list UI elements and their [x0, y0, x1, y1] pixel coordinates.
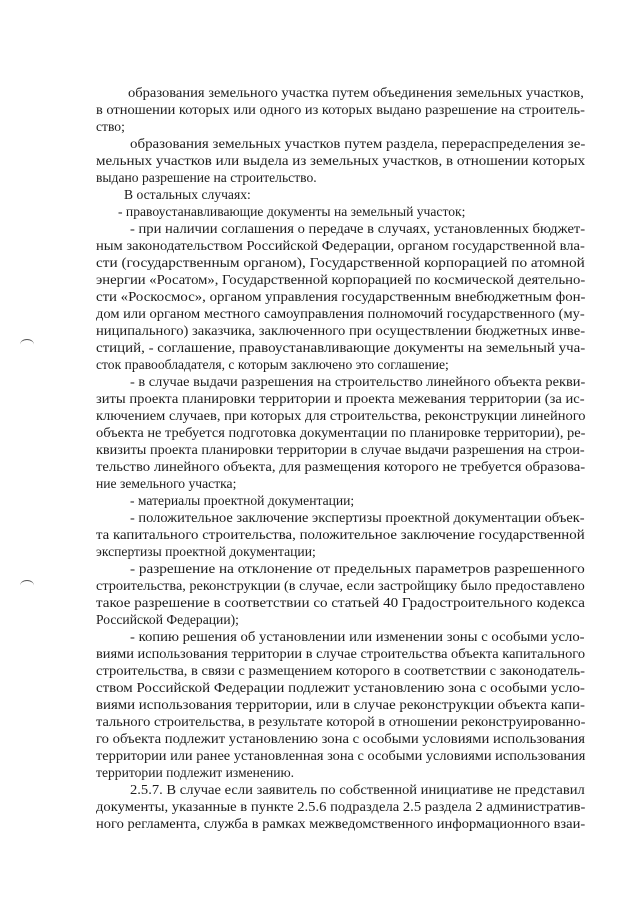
text-line: образования земельных участков путем раздела, перераспределения зе- [130, 136, 586, 151]
text-line: - при наличии соглашения о передаче в случаях, установленных бюджет- [130, 221, 586, 236]
text-line: - в случае выдачи разрешения на строительство линейного объекта рекви- [130, 374, 586, 389]
text-line: энергии «Росатом», Государственной корпорацией по космической деятельно- [96, 272, 586, 287]
text-line: ного регламента, служба в рамках межведомственного информационного взаи- [96, 816, 586, 831]
text-line: ным законодательством Российской Федерации, органом государственной вла- [96, 238, 585, 253]
text-line: в отношении которых или одного из которых выдано разрешение на строитель- [96, 102, 585, 117]
text-line: дом или органом местного самоуправления полномочий государственного (му- [96, 306, 585, 321]
text-line: мельных участков или выдела из земельных участков, в отношении которых [96, 153, 586, 168]
text-line: выдано разрешение на строительство. [96, 170, 317, 185]
text-line: территории или ранее установленная зона с особыми условиями использования [96, 748, 586, 763]
text-line: такое разрешение в соответствии со статьей 40 Градостроительного кодекса [96, 595, 585, 610]
text-line: - материалы проектной документации; [130, 493, 355, 508]
text-line: ние земельного участка; [96, 476, 237, 491]
text-line: виями использования территории, или в случае реконструкции объекта капи- [96, 697, 585, 712]
text-line: образования земельного участка путем объединения земельных участков, [128, 85, 584, 100]
text-line: виями использования территории в случае строительства объекта капитального [96, 646, 586, 661]
text-line: та капитального строительства, положительное заключение государственной [96, 527, 585, 542]
text-line: го объекта подлежит установлению зона с особыми условиями использования [96, 731, 585, 746]
text-line: - разрешение на отклонение от предельных параметров разрешенного [130, 561, 585, 576]
text-line: сток правообладателя, с которым заключено это соглашение; [96, 357, 449, 372]
binder-hole-mark-top [20, 339, 34, 350]
text-line: ством Российской Федерации подлежит установлению зона с особыми усло- [96, 680, 585, 695]
text-line: строительства, реконструкции (в случае, если застройщику было предоставлено [96, 578, 585, 593]
text-line: ниципального) заказчика, заключенного при осуществлении бюджетных инве- [96, 323, 586, 338]
text-line: ство; [96, 119, 125, 134]
text-line: 2.5.7. В случае если заявитель по собственной инициативе не представил [130, 782, 585, 797]
binder-hole-mark-bottom [20, 580, 34, 591]
text-line: В остальных случаях: [124, 187, 251, 202]
text-line: сти «Роскосмос», органом управления государственным внебюджетным фон- [96, 289, 586, 304]
text-line: документы, указанные в пункте 2.5.6 подраздела 2.5 раздела 2 административ- [96, 799, 586, 814]
text-line: Российской Федерации); [96, 612, 239, 627]
text-line: сти (государственным органом), Государственной корпорацией по атомной [96, 255, 585, 270]
text-line: строительства, в связи с размещением которого в соответствии с законодатель- [96, 663, 586, 678]
text-line: - положительное заключение экспертизы проектной документации объек- [130, 510, 585, 525]
text-line: тельство линейного объекта, для размещения которого не требуется образова- [96, 459, 586, 474]
text-line: стиций, - соглашение, правоустанавливающие документы на земельный уча- [96, 340, 586, 355]
text-line: квизиты проекта планировки территории в случае выдачи разрешения на строи- [96, 442, 585, 457]
text-line: тального строительства, в результате которой в отношении реконструированно- [96, 714, 586, 729]
text-line: территории подлежит изменению. [96, 765, 295, 780]
text-line: - правоустанавливающие документы на земельный участок; [118, 204, 466, 219]
text-line: экспертизы проектной документации; [96, 544, 316, 559]
text-line: ключением случаев, при которых для строительства, реконструкции линейного [96, 408, 586, 423]
text-line: зиты проекта планировки территории и проекта межевания территории (за ис- [96, 391, 585, 406]
text-line: объекта не требуется подготовка документации по планировке территории), ре- [96, 425, 586, 440]
text-line: - копию решения об установлении или изменении зоны с особыми усло- [130, 629, 585, 644]
